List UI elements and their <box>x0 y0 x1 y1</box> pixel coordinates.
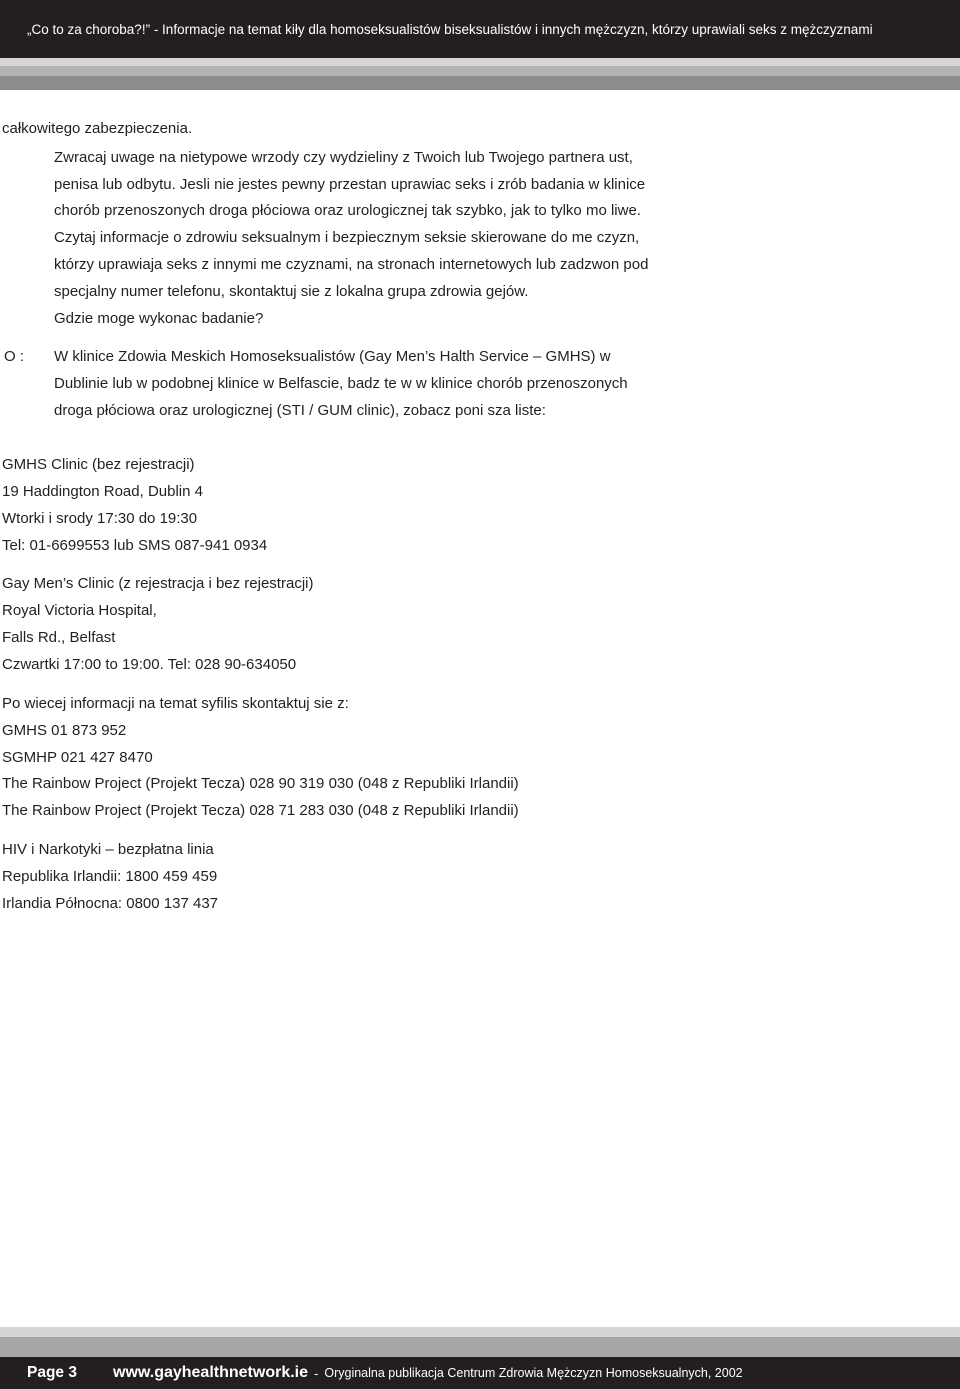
hiv-heading: HIV i Narkotyki – bezpłatna linia <box>2 841 214 858</box>
more-info-heading: Po wiecej informacji na temat syfilis skontaktuj sie z: <box>2 695 349 712</box>
header-stripe-mid <box>0 66 960 76</box>
contact-line: The Rainbow Project (Projekt Tecza) 028 71 283 030 (048 z Republiki Irlandii) <box>2 802 519 819</box>
clinic-gmhs-address: 19 Haddington Road, Dublin 4 <box>2 483 203 500</box>
clinic-gmhs-name: GMHS Clinic (bez rejestracji) <box>2 456 195 473</box>
header-title: „Co to za choroba?!” - Informacje na temat kiły dla homoseksualistów biseksualistów i innych mężczyzn, którzy uprawiali seks z mężczyznami <box>27 21 873 37</box>
text-line: Czytaj informacje o zdrowiu seksualnym i bezpiecznym seksie skierowane do me czyzn, <box>54 229 640 246</box>
answer-line: droga płóciowa oraz urologicznej (STI / GUM clinic), zobacz poni sza liste: <box>54 402 546 419</box>
footer-stripe-mid <box>0 1337 960 1357</box>
website-link[interactable]: www.gayhealthnetwork.ie <box>113 1364 309 1381</box>
question-line: Gdzie moge wykonac badanie? <box>54 310 264 327</box>
header-stripe-light <box>0 58 960 66</box>
clinic-belfast-address: Falls Rd., Belfast <box>2 629 116 646</box>
clinic-belfast-hours: Czwartki 17:00 to 19:00. Tel: 028 90-634050 <box>2 656 297 673</box>
hiv-line: Irlandia Północna: 0800 137 437 <box>2 895 219 912</box>
text-line: penisa lub odbytu. Jesli nie jestes pewny przestan uprawiac seks i zrób badania w klinice <box>54 176 646 193</box>
contact-line: GMHS 01 873 952 <box>2 722 127 739</box>
text-line: całkowitego zabezpieczenia. <box>2 120 193 137</box>
text-line: Zwracaj uwage na nietypowe wrzody czy wydzieliny z Twoich lub Twojego partnera ust, <box>54 149 633 166</box>
page-number: Page 3 <box>27 1364 77 1381</box>
footer-stripe-light <box>0 1327 960 1337</box>
page-header <box>0 0 960 58</box>
contact-line: SGMHP 021 427 8470 <box>2 749 153 766</box>
contact-line: The Rainbow Project (Projekt Tecza) 028 90 319 030 (048 z Republiki Irlandii) <box>2 775 519 792</box>
answer-line: W klinice Zdowia Meskich Homoseksualistów (Gay Men’s Halth Service – GMHS) w <box>54 348 611 365</box>
footer-credit: Oryginalna publikacja Centrum Zdrowia Mężczyzn Homoseksualnych, 2002 <box>324 1366 743 1380</box>
clinic-gmhs-hours: Wtorki i srody 17:30 do 19:30 <box>2 510 198 527</box>
page-footer <box>0 1357 960 1389</box>
clinic-gmhs-phone: Tel: 01-6699553 lub SMS 087-941 0934 <box>2 537 268 554</box>
answer-label: O : <box>4 348 25 365</box>
clinic-belfast-hospital: Royal Victoria Hospital, <box>2 602 157 619</box>
header-stripe-dark <box>0 76 960 90</box>
hiv-line: Republika Irlandii: 1800 459 459 <box>2 868 218 885</box>
text-line: którzy uprawiaja seks z innymi me czyznami, na stronach internetowych lub zadzwon pod <box>54 256 649 273</box>
clinic-belfast-name: Gay Men’s Clinic (z rejestracja i bez rejestracji) <box>2 575 314 592</box>
footer-separator: - <box>314 1365 319 1381</box>
text-line: specjalny numer telefonu, skontaktuj sie z lokalna grupa zdrowia gejów. <box>54 283 529 300</box>
answer-line: Dublinie lub w podobnej klinice w Belfascie, badz te w w klinice chorób przenoszonych <box>54 375 628 392</box>
text-line: chorób przenoszonych droga płóciowa oraz urologicznej tak szybko, jak to tylko mo liwe. <box>54 202 641 219</box>
